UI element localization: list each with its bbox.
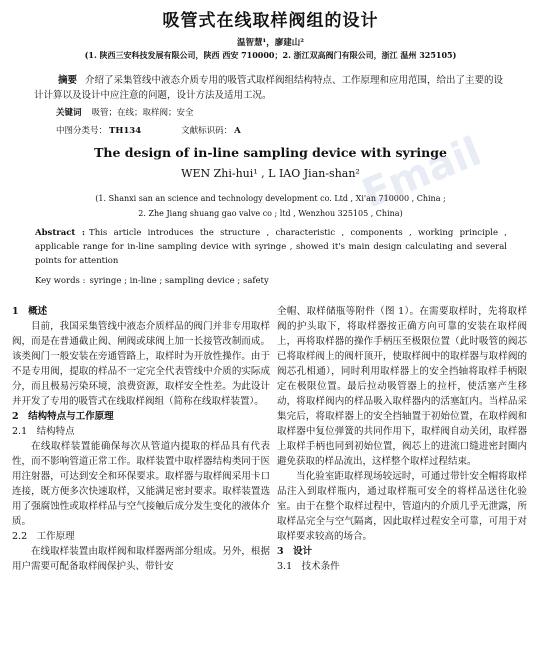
keywords-en-text: syringe ; in-line ; sampling device ; safety — [89, 276, 269, 286]
left-column — [12, 304, 270, 574]
clc-label: 中图分类号： — [56, 126, 108, 136]
watermark: Email — [355, 128, 488, 218]
authors: 温智慧¹，廖建山² — [237, 38, 304, 48]
abstract-en-label: Abstract : — [35, 228, 86, 238]
paper-title: 吸管式在线取样阀组的设计 — [162, 11, 379, 31]
abstract-cn — [34, 73, 512, 103]
clc-value: TH134 — [109, 126, 142, 136]
abstract-en-text: This article introduces the structure , characteristic , components , working principle , applicable range for in-line sampling device with syringe , showed it's main design calculating and several points for attention — [35, 228, 507, 266]
affiliation: (1. 陕西三安科技发展有限公司，陕西 西安 710000；2. 浙江双高阀门有限公司，浙江 温州 325105) — [84, 50, 457, 60]
english-affiliation-2: 2. Zhe Jiang shuang gao valve co ; ltd , Wenzhou 325105 , China) — [138, 209, 403, 218]
abstract-cn-text: 介绍了采集管线中液态介质专用的吸管式取样阀组结构特点、工作原理和应用范围，给出了主要的设计计算以及设计中应注意的问题，设计方法及适用工况。 — [34, 75, 504, 101]
abstract-en — [35, 226, 507, 268]
english-title: The design of in-line sampling device with syringe — [94, 145, 447, 160]
doc-label: 文献标识码： — [181, 126, 233, 136]
subsection-heading: 3.1 技术条件 — [277, 561, 340, 572]
paragraph: 目前，我国采集管线中液态介质样品的阀门并非专用取样阀，而是在普通截止阀、闸阀或球阀上加一长接管改制而成。该类阀门一般安装在旁通管路上，取样时为开放性操作。由于不是专用阀，提取的样品不一定完全代表管线中介质的实际成分，而且极易污染环境，浪费资源，取样安全性差。为此设计并开发了专用的吸管式在线取样阀组（简称在线取样装置）。 — [12, 321, 270, 407]
section-heading: 2 结构特点与工作原理 — [12, 411, 114, 422]
doc-value: A — [234, 126, 241, 136]
paragraph: 在线取样装置由取样阀和取样器两部分组成。另外，根据用户需要可配备取样阀保护头、带针安 — [12, 546, 270, 572]
keywords-en — [35, 276, 269, 286]
english-authors: WEN Zhi-hui¹ , L IAO Jian-shan² — [181, 167, 360, 180]
subsection-heading: 2.1 结构特点 — [12, 426, 75, 437]
english-affiliation-1: (1. Shanxi san an science and technology development co. Ltd , Xi'an 710000 , China ; — [95, 194, 446, 203]
paragraph: 当化验室距取样现场较远时，可通过带针安全帽将取样品注入到取样瓶内，通过取样瓶可安全的将样品送往化验室。由于在整个取样过程中，管道内的介质几乎无泄露，所取样品完全与空气隔离，因此取样过程安全可靠，可用于对取样要求较高的场合。 — [277, 471, 527, 542]
abstract-cn-label: 摘要 — [58, 75, 78, 86]
paragraph: 在线取样装置能确保每次从管道内提取的样品具有代表性，而不影响管道正常工作。取样装置中取样器结构类同于医用注射器，可达到安全和环保要求。取样器与取样阀采用卡口连接，既方便多次快速取样，又能满足密封要求。取样装置选用了强腐蚀性或取样样品与空气接触后成分发生变化的液体介质。 — [12, 441, 270, 527]
classification-line — [56, 124, 255, 136]
keywords-cn-label: 关键词 — [56, 108, 82, 118]
keywords-en-label: Key words : — [35, 276, 86, 286]
paragraph: 全帽、取样储瓶等附件（图 1）。在需要取样时，先将取样阀的护头取下，将取样器按正确方向可靠的安装在取样阀上，再将取样器的操作手柄压至极限位置（此时吸管的阀芯已将取样阀上的阀杆顶开，使取样阀中的取样器与取样阀的阀芯孔相通），同时利用取样器上的安全挡轴将取样手柄限定在极限位置。最后拉动吸管器上的拉杆，使活塞产生移动，将取样阀内的样品吸入取样器内的活塞缸内。当样品采集完后，将取样器上的安全挡轴置于初始位置，在取样阀和取样器中复位弹簧的共同作用下，取样阀自动关闭，取样器上取样手柄也同到初始位置，阀芯上的进流口缝进密封圈内避免获取的样品流出，这样整个取样过程结束。 — [277, 306, 527, 467]
keywords-cn — [56, 106, 194, 118]
section-heading: 3 设计 — [277, 546, 313, 557]
right-column — [277, 304, 527, 574]
keywords-cn-text: 吸管；在线；取样阀；安全 — [91, 108, 194, 118]
section-heading: 1 概述 — [12, 306, 48, 317]
subsection-heading: 2.2 工作原理 — [12, 531, 75, 542]
